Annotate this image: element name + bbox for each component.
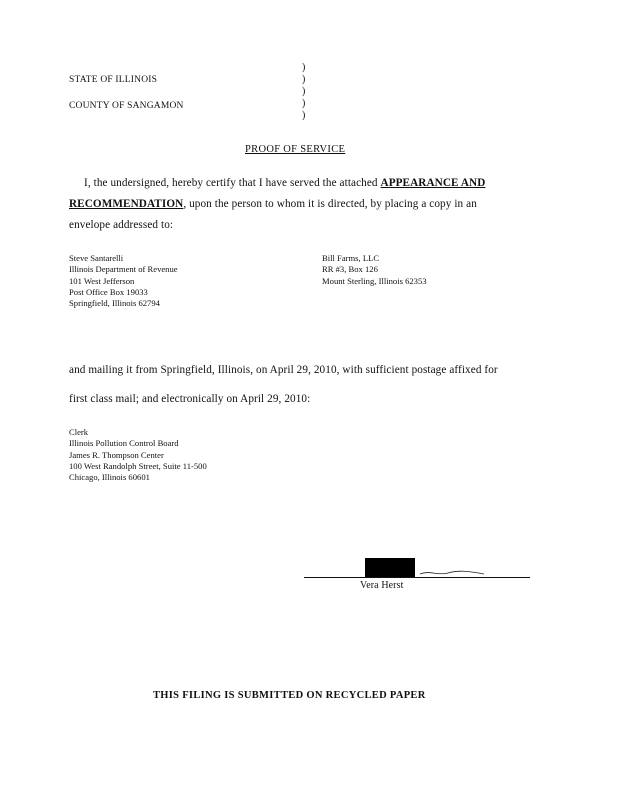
address-line: RR #3, Box 126 xyxy=(322,264,378,275)
address-line: 100 West Randolph Street, Suite 11-500 xyxy=(69,460,207,471)
caption-paren: ) xyxy=(302,98,306,109)
signer-name: Vera Herst xyxy=(360,580,404,591)
address-line: Springfield, Illinois 62794 xyxy=(69,298,160,309)
state-caption: STATE OF ILLINOIS xyxy=(69,75,158,85)
caption-paren: ) xyxy=(302,110,306,121)
address-line: Mount Sterling, Illinois 62353 xyxy=(322,275,427,286)
address-line: Illinois Department of Revenue xyxy=(69,264,178,275)
address-line: Post Office Box 19033 xyxy=(69,286,148,297)
caption-paren-column xyxy=(302,62,305,122)
mailing-line-1: and mailing it from Springfield, Illinois, on April 29, 2010, with sufficient postage affixed for xyxy=(69,364,498,376)
recipient-address-1 xyxy=(69,253,178,309)
redacted-signature xyxy=(365,558,415,578)
address-line: Illinois Pollution Control Board xyxy=(69,438,179,449)
county-caption: COUNTY OF SANGAMON xyxy=(69,101,184,111)
certification-line-1 xyxy=(84,177,485,189)
address-line: Chicago, Illinois 60601 xyxy=(69,472,150,483)
address-line: Clerk xyxy=(69,427,89,437)
certification-line-3: envelope addressed to: xyxy=(69,219,174,231)
mailing-line-2: first class mail; and electronically on April 29, 2010: xyxy=(69,393,311,405)
caption-paren: ) xyxy=(302,86,306,97)
certification-line-2 xyxy=(69,198,477,210)
recommendation-label: RECOMMENDATION xyxy=(69,198,184,210)
certification-text: I, the undersigned, hereby certify that I have served the attached xyxy=(84,177,381,189)
address-line: Bill Farms, LLC xyxy=(322,253,380,263)
address-line: 101 West Jefferson xyxy=(69,275,135,286)
clerk-address xyxy=(69,427,207,483)
appearance-label: APPEARANCE AND xyxy=(380,177,486,189)
certification-text: , upon the person to whom it is directed, by placing a copy in an xyxy=(183,198,477,210)
address-line: James R. Thompson Center xyxy=(69,449,164,460)
caption-paren: ) xyxy=(302,62,306,73)
recipient-address-2 xyxy=(322,253,427,287)
signature-line xyxy=(304,577,530,578)
address-line: Steve Santarelli xyxy=(69,253,124,263)
document-title: PROOF OF SERVICE xyxy=(245,144,346,155)
recycled-paper-footer: THIS FILING IS SUBMITTED ON RECYCLED PAPER xyxy=(153,690,426,701)
caption-paren: ) xyxy=(302,74,306,85)
